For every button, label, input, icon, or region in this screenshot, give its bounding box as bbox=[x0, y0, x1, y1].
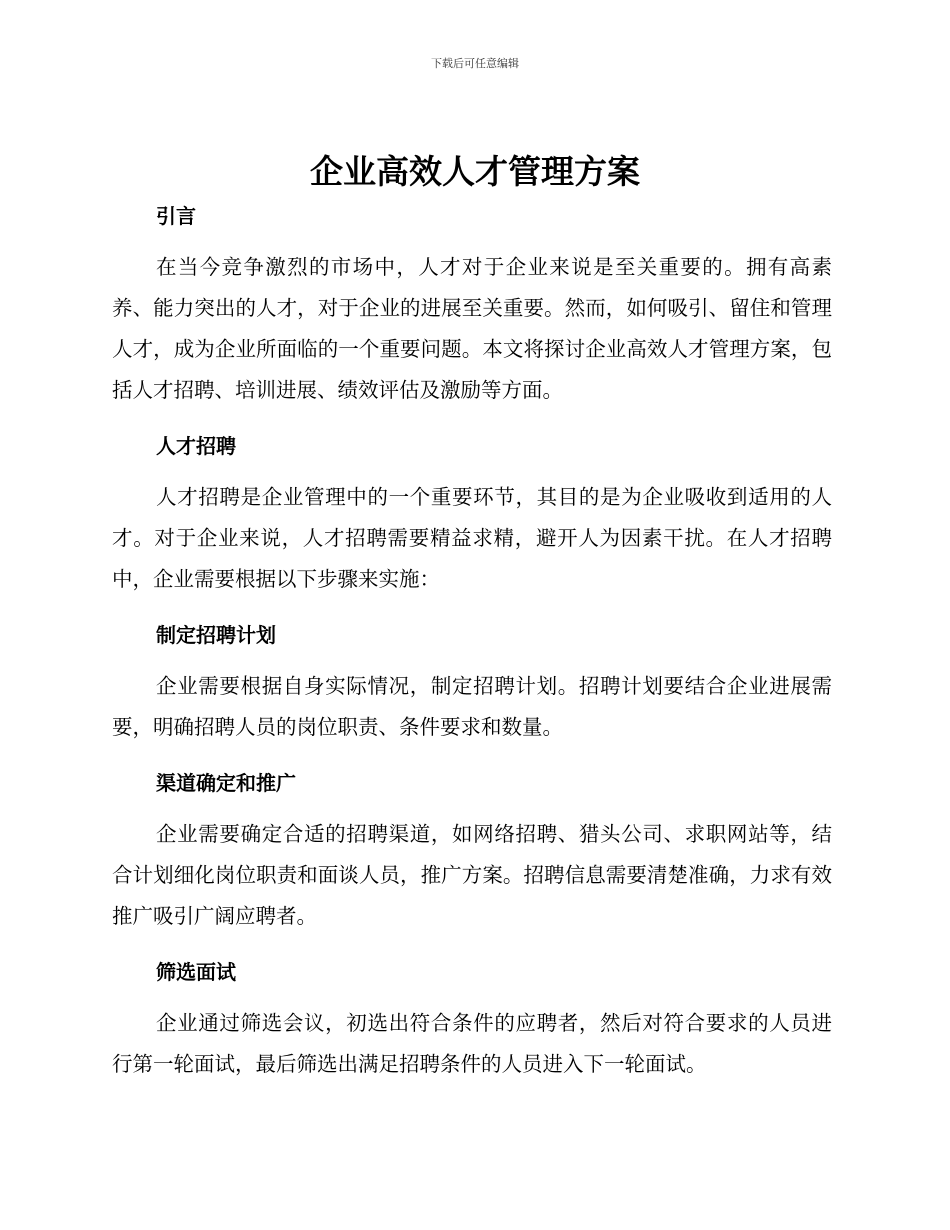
section-paragraph-plan: 企业需要根据自身实际情况，制定招聘计划。招聘计划要结合企业进展需要，明确招聘人员的岗位职责、条件要求和数量。 bbox=[112, 674, 832, 739]
section-paragraph-recruitment: 人才招聘是企业管理中的一个重要环节，其目的是为企业吸收到适用的人才。对于企业来说，人才招聘需要精益求精，避开人为因素干扰。在人才招聘中，企业需要根据以下步骤来实施： bbox=[112, 485, 832, 591]
section-heading-channels: 渠道确定和推广 bbox=[156, 771, 296, 795]
section-heading-recruitment: 人才招聘 bbox=[156, 434, 236, 458]
section-heading-screening: 筛选面试 bbox=[156, 960, 236, 984]
section-paragraph-screening: 企业通过筛选会议，初选出符合条件的应聘者，然后对符合要求的人员进行第一轮面试，最后筛选出满足招聘条件的人员进入下一轮面试。 bbox=[112, 1011, 832, 1076]
section-heading-plan: 制定招聘计划 bbox=[156, 623, 276, 647]
section-paragraph-intro: 在当今竞争激烈的市场中，人才对于企业来说是至关重要的。拥有高素养、能力突出的人才，对于企业的进展至关重要。然而，如何吸引、留住和管理人才，成为企业所面临的一个重要问题。本文将探讨企业高效人才管理方案，包括人才招聘、培训进展、绩效评估及激励等方面。 bbox=[112, 255, 832, 402]
section-paragraph-channels: 企业需要确定合适的招聘渠道，如网络招聘、猎头公司、求职网站等，结合计划细化岗位职责和面谈人员，推广方案。招聘信息需要清楚准确，力求有效推广吸引广阔应聘者。 bbox=[112, 822, 832, 928]
header-note: 下载后可任意编辑 bbox=[431, 57, 519, 70]
section-heading-intro: 引言 bbox=[156, 204, 196, 228]
document-title: 企业高效人才管理方案 bbox=[310, 152, 640, 191]
document-body bbox=[112, 200, 832, 1085]
